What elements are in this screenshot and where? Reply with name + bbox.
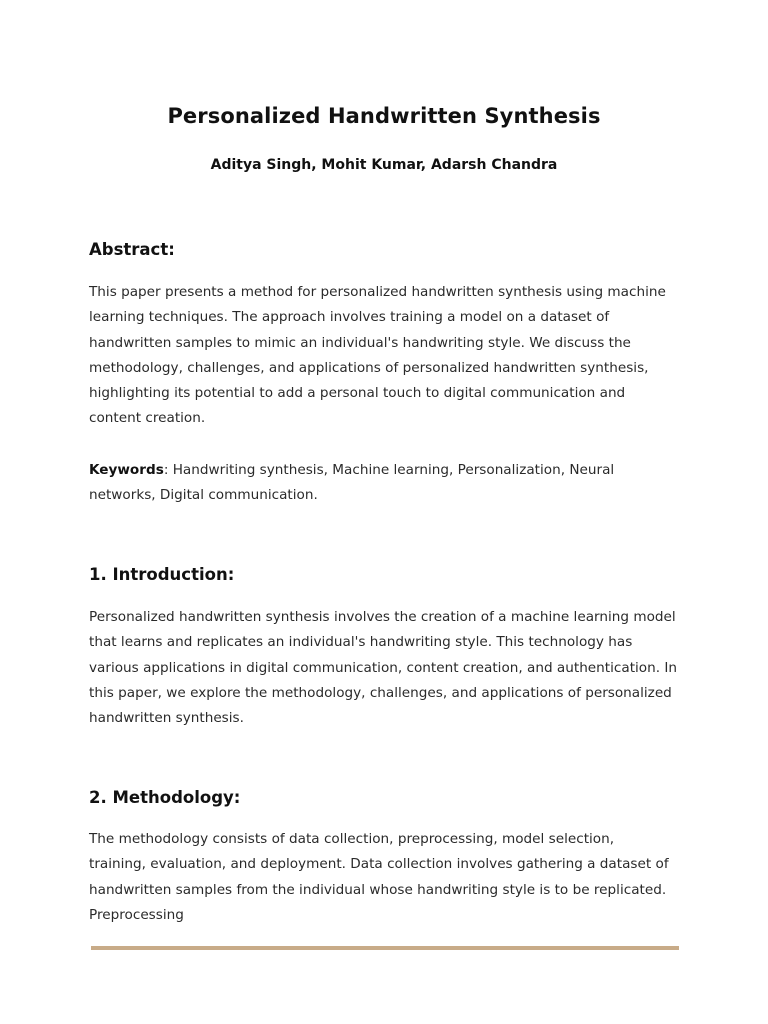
keywords-text: : Handwriting synthesis, Machine learning, Personalization, Neural networks, Digital communication. [89, 462, 615, 504]
introduction-text: Personalized handwritten synthesis involves the creation of a machine learning model that learns and replicates an individual's handwriting style. This technology has various applications in digital communication, content creation, and authentication. In this paper, we explore the methodology, challenges, and applications of personalized handwritten synthesis. [89, 609, 678, 727]
keywords-label: Keywords [89, 462, 164, 478]
paper-title: Personalized Handwritten Synthesis [167, 104, 601, 128]
paper-authors: Aditya Singh, Mohit Kumar, Adarsh Chandra [210, 157, 558, 173]
footer-divider [91, 946, 679, 950]
abstract-heading: Abstract: [89, 240, 175, 259]
introduction-heading: 1. Introduction: [89, 565, 235, 584]
keywords-paragraph [89, 458, 669, 509]
methodology-heading: 2. Methodology: [89, 788, 241, 807]
methodology-text: The methodology consists of data collection, preprocessing, model selection, training, evaluation, and deployment. Data collection involves gathering a dataset of handwritten samples from the individual whose handwriting style is to be replicated. Preprocessing [89, 831, 669, 923]
abstract-text: This paper presents a method for personalized handwritten synthesis using machine learning techniques. The approach involves training a model on a dataset of handwritten samples to mimic an individual's handwriting style. We discuss the methodology, challenges, and applications of personalized handwritten synthesis, highlighting its potential to add a personal touch to digital communication and content creation. [89, 284, 666, 427]
